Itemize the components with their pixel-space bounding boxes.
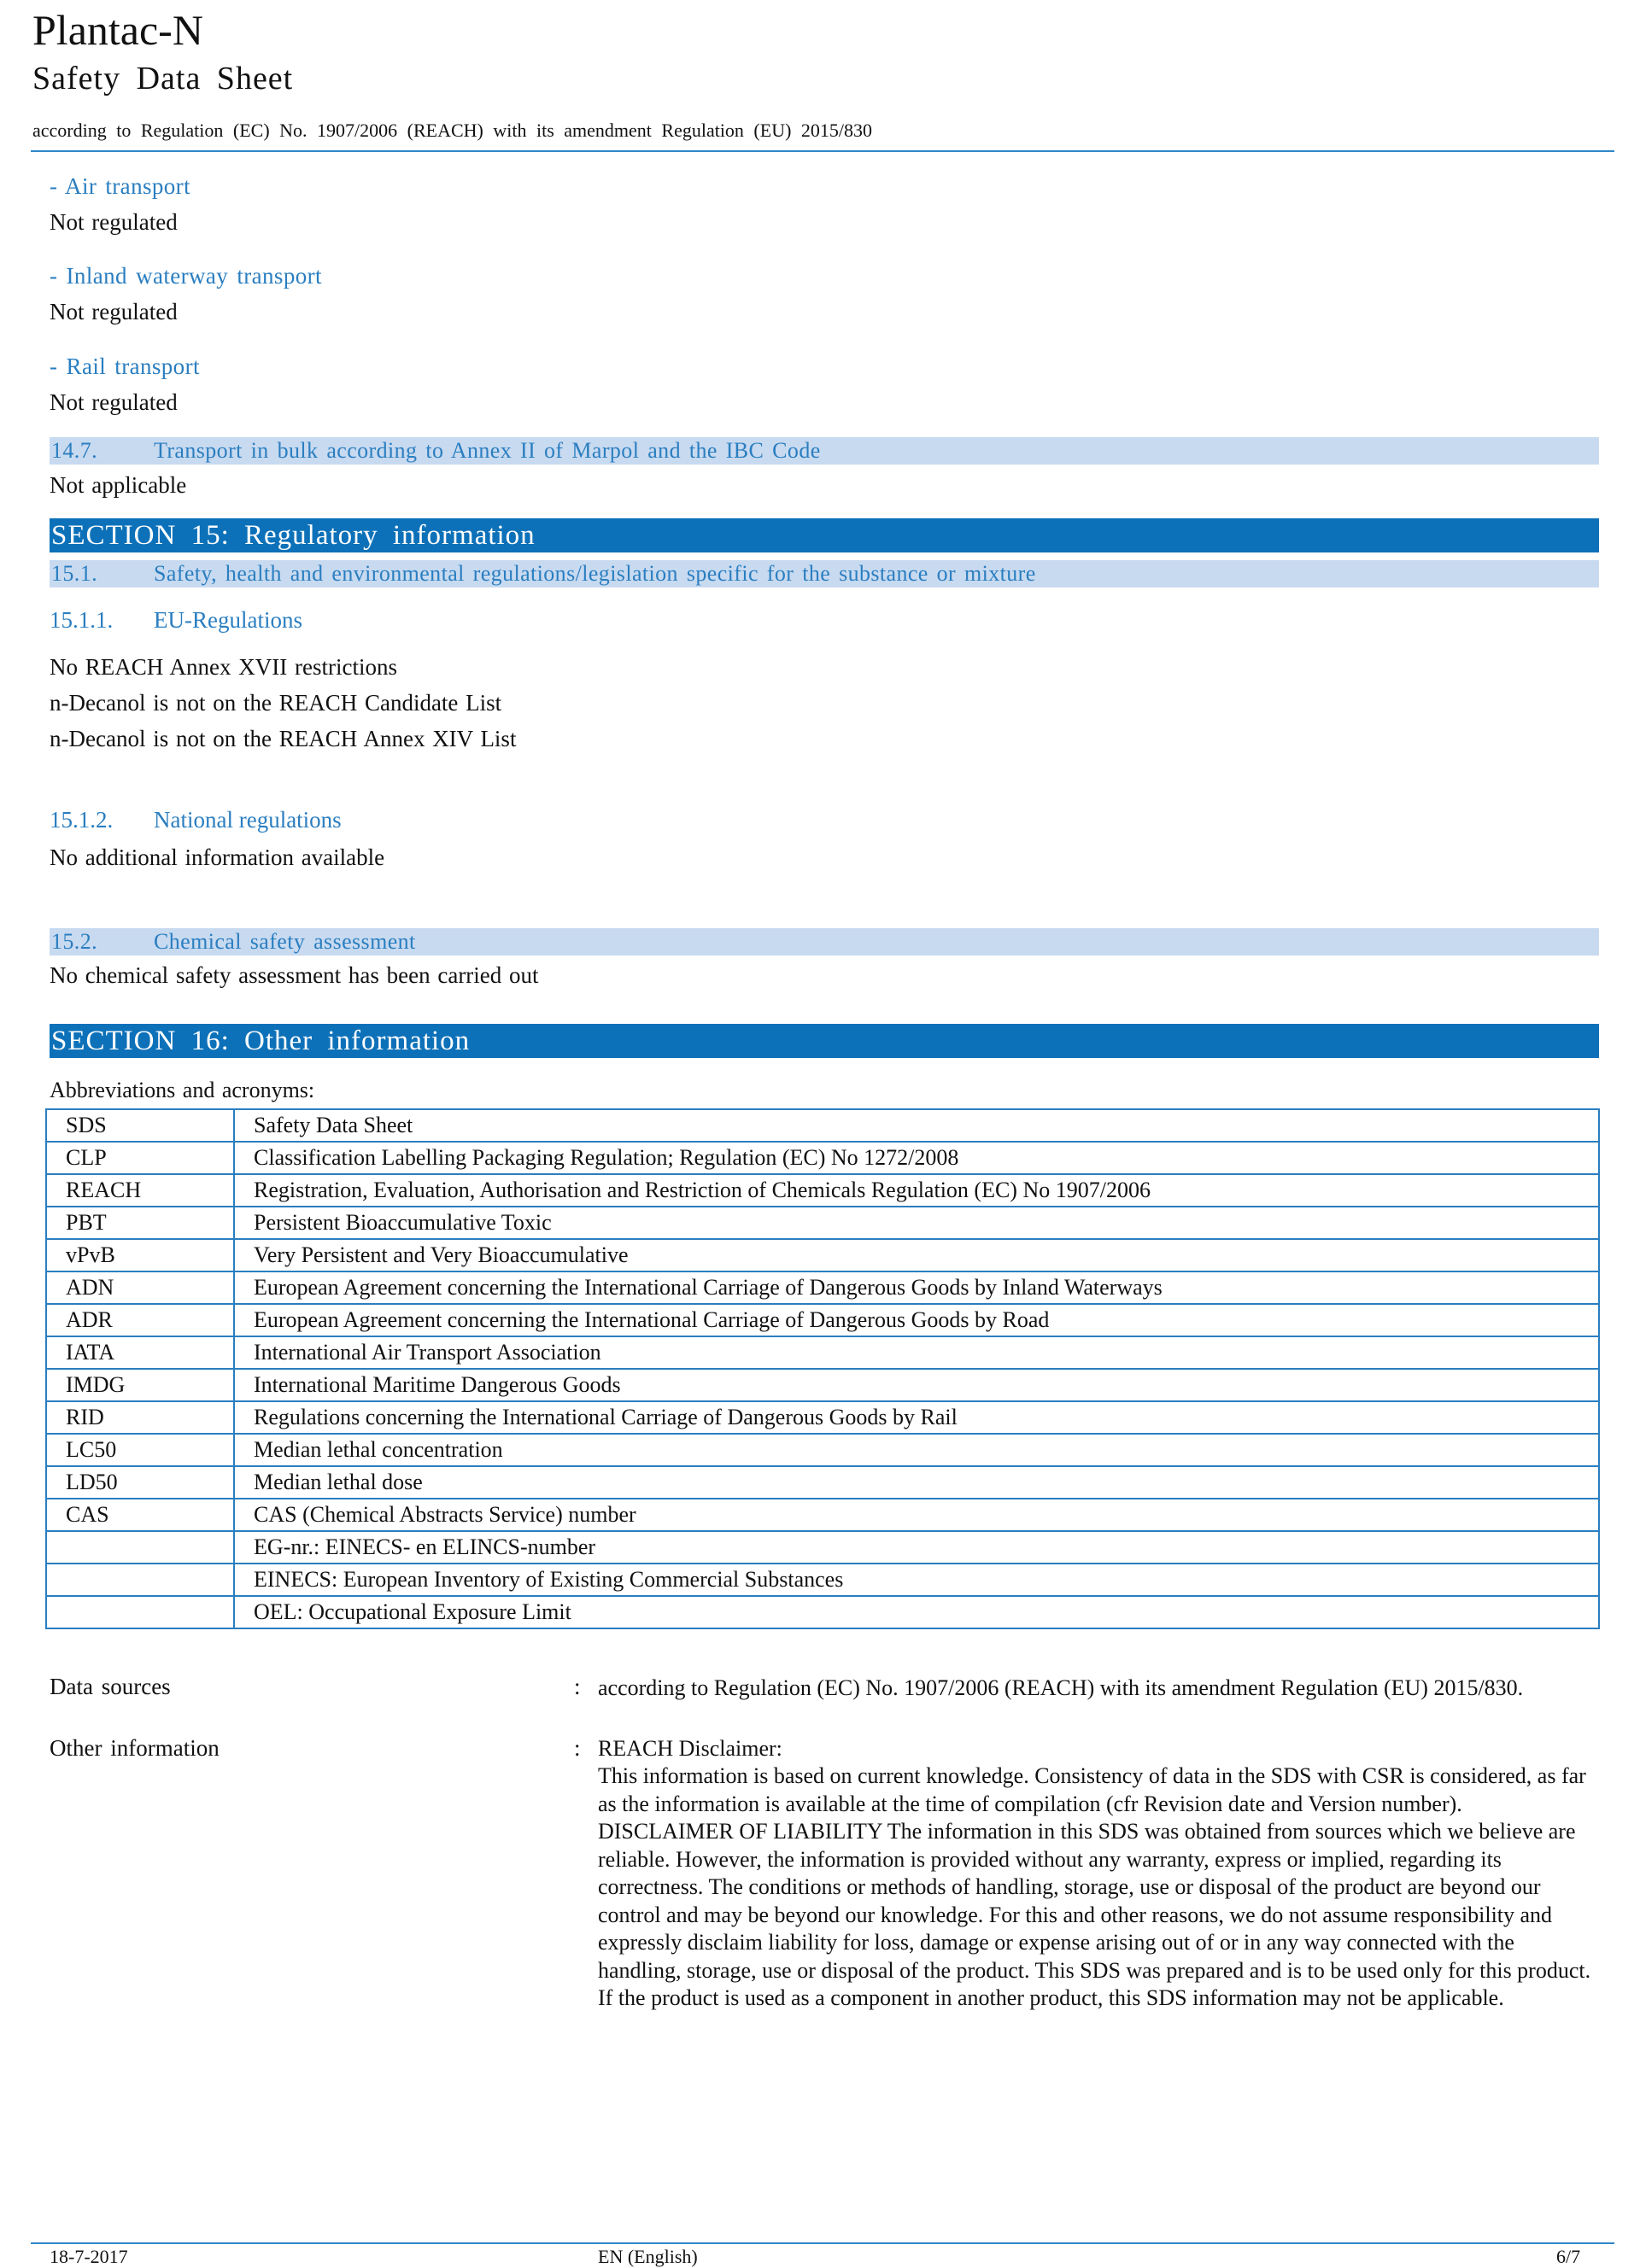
- inland-transport-value: Not regulated: [50, 299, 178, 324]
- subsection-title: National regulations: [154, 807, 342, 833]
- abbreviation-definition: Regulations concerning the International Carriage of Dangerous Goods by Rail: [234, 1401, 1599, 1434]
- subsection-14-7: [50, 437, 1599, 465]
- abbreviation-term: CAS: [46, 1499, 234, 1531]
- abbreviation-definition: EG-nr.: EINECS- en ELINCS-number: [234, 1531, 1599, 1564]
- abbreviation-row: [46, 1271, 1599, 1304]
- abbreviation-term: ADN: [46, 1271, 234, 1304]
- abbreviation-definition: Median lethal concentration: [234, 1434, 1599, 1466]
- rail-transport-label: - Rail transport: [50, 354, 200, 379]
- abbreviation-row: [46, 1564, 1599, 1596]
- section-title: SECTION 15: Regulatory information: [51, 520, 536, 551]
- subsection-number: 15.1.1.: [50, 607, 114, 633]
- abbreviations-table: [45, 1108, 1600, 1629]
- abbreviation-term: vPvB: [46, 1239, 234, 1271]
- subsection-15-2: [50, 928, 1599, 956]
- abbreviation-definition: OEL: Occupational Exposure Limit: [234, 1596, 1599, 1628]
- abbreviation-definition: Safety Data Sheet: [234, 1109, 1599, 1142]
- abbreviation-row: [46, 1142, 1599, 1174]
- abbreviation-row: [46, 1466, 1599, 1499]
- data-sources-value: according to Regulation (EC) No. 1907/2006 (REACH) with its amendment Regulation (EU) 2015/830.: [598, 1675, 1524, 1700]
- abbreviation-definition: Persistent Bioaccumulative Toxic: [234, 1207, 1599, 1239]
- abbreviation-definition: European Agreement concerning the International Carriage of Dangerous Goods by Road: [234, 1304, 1599, 1336]
- bulk-transport-value: Not applicable: [50, 472, 187, 498]
- section-16-header: [50, 1024, 1599, 1058]
- subsection-number: 15.1.2.: [50, 807, 114, 833]
- abbreviation-term: CLP: [46, 1142, 234, 1174]
- footer-page-number: 6/7: [1556, 2246, 1581, 2267]
- abbreviation-definition: Median lethal dose: [234, 1466, 1599, 1499]
- abbreviation-term: PBT: [46, 1207, 234, 1239]
- abbreviation-term: LC50: [46, 1434, 234, 1466]
- abbreviation-definition: International Air Transport Association: [234, 1336, 1599, 1369]
- eu-regulation-line: n-Decanol is not on the REACH Annex XIV List: [50, 726, 517, 751]
- abbreviation-term: [46, 1596, 234, 1628]
- rail-transport-value: Not regulated: [50, 389, 178, 415]
- abbreviation-definition: Very Persistent and Very Bioaccumulative: [234, 1239, 1599, 1271]
- abbreviation-row: [46, 1401, 1599, 1434]
- footer-language: EN (English): [598, 2246, 698, 2267]
- eu-regulation-line: n-Decanol is not on the REACH Candidate List: [50, 690, 502, 716]
- abbreviation-definition: CAS (Chemical Abstracts Service) number: [234, 1499, 1599, 1531]
- abbreviation-row: [46, 1336, 1599, 1369]
- subsection-number: 14.7.: [51, 438, 97, 463]
- subsection-title: Safety, health and environmental regulations/legislation specific for the substance or mixture: [154, 561, 1036, 586]
- air-transport-value: Not regulated: [50, 209, 178, 235]
- abbreviation-row: [46, 1369, 1599, 1401]
- abbreviation-definition: European Agreement concerning the International Carriage of Dangerous Goods by Inland Waterways: [234, 1271, 1599, 1304]
- abbreviations-heading: Abbreviations and acronyms:: [50, 1078, 315, 1102]
- air-transport-label: - Air transport: [50, 173, 190, 199]
- abbreviation-term: SDS: [46, 1109, 234, 1142]
- regulation-line: according to Regulation (EC) No. 1907/2006 (REACH) with its amendment Regulation (EU) 2015/830: [32, 120, 873, 141]
- abbreviation-term: IATA: [46, 1336, 234, 1369]
- national-regulations-value: No additional information available: [50, 845, 385, 870]
- footer-divider: [31, 2242, 1614, 2244]
- abbreviation-row: [46, 1531, 1599, 1564]
- footer-date: 18-7-2017: [50, 2246, 128, 2267]
- header-divider: [31, 150, 1614, 152]
- other-information-label: Other information: [50, 1735, 220, 1761]
- abbreviation-row: [46, 1174, 1599, 1207]
- abbreviation-row: [46, 1109, 1599, 1142]
- abbreviation-row: [46, 1596, 1599, 1628]
- subsection-15-1-1: [50, 607, 904, 636]
- abbreviation-term: RID: [46, 1401, 234, 1434]
- subsection-15-1-2: [50, 807, 904, 836]
- abbreviation-definition: EINECS: European Inventory of Existing Commercial Substances: [234, 1564, 1599, 1596]
- abbreviation-definition: Classification Labelling Packaging Regulation; Regulation (EC) No 1272/2008: [234, 1142, 1599, 1174]
- abbreviation-row: [46, 1434, 1599, 1466]
- abbreviation-row: [46, 1304, 1599, 1336]
- reach-disclaimer-text: This information is based on current knowledge. Consistency of data in the SDS with CSR is considered, as far as the information is available at the time of compilation (cfr Revision date and Version number). DISCLAIMER OF LIABILITY The information in this SDS was obtained from sources which we believe are reliable. However, the information is provided without any warranty, express or implied, regarding its correctness. The conditions or methods of handling, storage, use or disposal of the product are beyond our control and may be beyond our knowledge. For this and other reasons, we do not assume responsibility and expressly disclaim liability for loss, damage or expense arising out of or in any way connected with the handling, storage, use or disposal of the product. This SDS was prepared and is to be used only for this product. If the product is used as a component in another product, this SDS information may not be applicable.: [598, 1763, 1591, 2010]
- safety-assessment-value: No chemical safety assessment has been carried out: [50, 962, 539, 988]
- subsection-15-1: [50, 560, 1599, 587]
- abbreviation-row: [46, 1239, 1599, 1271]
- product-title: Plantac-N: [32, 6, 203, 54]
- abbreviation-row: [46, 1207, 1599, 1239]
- section-title: SECTION 16: Other information: [51, 1026, 471, 1056]
- inland-transport-label: - Inland waterway transport: [50, 263, 322, 289]
- data-sources-colon: :: [574, 1674, 581, 1699]
- abbreviation-term: [46, 1531, 234, 1564]
- abbreviation-definition: International Maritime Dangerous Goods: [234, 1369, 1599, 1401]
- eu-regulation-line: No REACH Annex XVII restrictions: [50, 654, 397, 680]
- abbreviation-definition: Registration, Evaluation, Authorisation and Restriction of Chemicals Regulation (EC) No 1907/2006: [234, 1174, 1599, 1207]
- abbreviation-term: ADR: [46, 1304, 234, 1336]
- other-information-colon: :: [574, 1735, 581, 1761]
- subsection-title: Transport in bulk according to Annex II of Marpol and the IBC Code: [154, 438, 821, 463]
- abbreviation-row: [46, 1499, 1599, 1531]
- subsection-number: 15.2.: [51, 929, 97, 954]
- abbreviation-term: IMDG: [46, 1369, 234, 1401]
- section-15-header: [50, 518, 1599, 552]
- document-type: Safety Data Sheet: [32, 61, 294, 96]
- abbreviation-term: LD50: [46, 1466, 234, 1499]
- abbreviation-term: [46, 1564, 234, 1596]
- reach-disclaimer-heading: REACH Disclaimer:: [598, 1736, 782, 1761]
- subsection-title: EU-Regulations: [154, 607, 302, 633]
- subsection-title: Chemical safety assessment: [154, 929, 416, 954]
- subsection-number: 15.1.: [51, 561, 97, 586]
- abbreviation-term: REACH: [46, 1174, 234, 1207]
- data-sources-label: Data sources: [50, 1674, 171, 1699]
